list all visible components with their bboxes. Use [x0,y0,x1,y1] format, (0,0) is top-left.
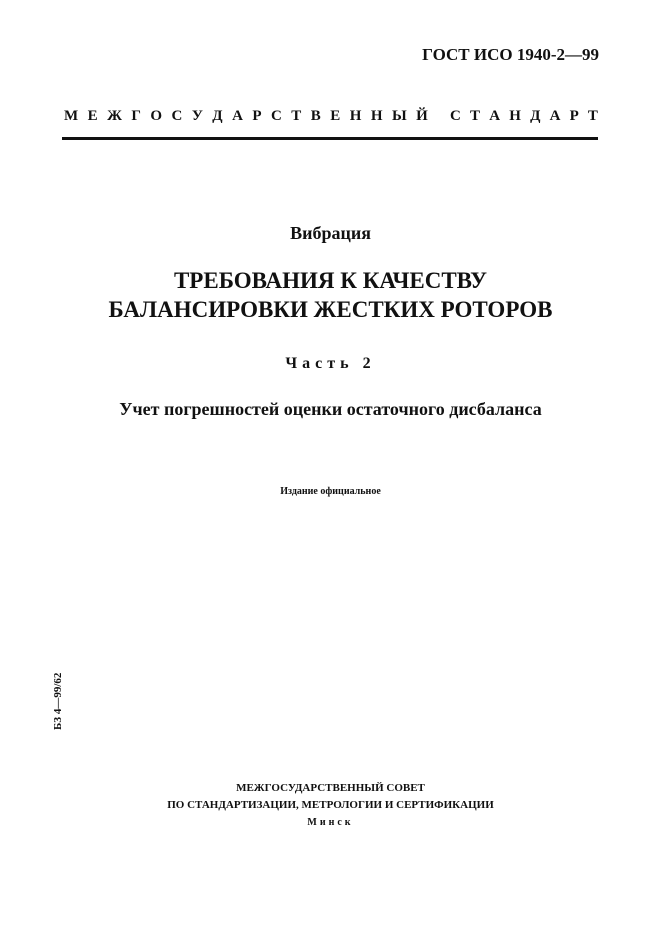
letter: Д [530,108,541,124]
letter: У [191,108,203,124]
letter: С [450,108,461,124]
publisher-line-2: ПО СТАНДАРТИЗАЦИИ, МЕТРОЛОГИИ И СЕРТИФИКАЦИИ [167,799,494,811]
standard-type-heading [64,108,598,125]
letter: Н [370,108,383,124]
letter: Д [212,108,223,124]
letter: Г [131,108,141,124]
side-catalog-code: БЗ 4—99/62 [52,672,64,730]
letter: Ж [107,108,122,124]
letter: Й [416,108,428,124]
letter: Р [252,108,262,124]
standard-type-word-standard [450,108,598,125]
letter: Т [291,108,302,124]
letter: Е [330,108,341,124]
publisher-city: Минск [307,817,354,828]
publisher-block [0,780,661,831]
part-title: Учет погрешностей оценки остаточного дисбаланса [119,399,542,419]
main-title [0,266,661,324]
letter: А [232,108,243,124]
header-divider [62,137,598,140]
letter: Т [470,108,481,124]
document-number: ГОСТ ИСО 1940-2—99 [422,45,599,64]
subject-heading: Вибрация [290,223,371,243]
letter: М [64,108,79,124]
letter: Т [587,108,598,124]
letter: Е [87,108,98,124]
letter: С [171,108,183,124]
letter: О [150,108,163,124]
letter: Ы [391,108,407,124]
letter: А [489,108,501,124]
letter: А [549,108,561,124]
publisher-line-1: МЕЖГОСУДАРСТВЕННЫЙ СОВЕТ [236,782,425,794]
main-title-line-2: БАЛАНСИРОВКИ ЖЕСТКИХ РОТОРОВ [108,297,553,322]
letter: С [270,108,282,124]
letter: Р [569,108,579,124]
main-title-line-1: ТРЕБОВАНИЯ К КАЧЕСТВУ [173,268,488,293]
part-label: Часть 2 [285,355,376,372]
letter: Н [509,108,521,124]
letter: В [310,108,321,124]
standard-type-word-interstate [64,108,428,125]
letter: Н [349,108,362,124]
edition-note: Издание официальное [280,486,381,497]
